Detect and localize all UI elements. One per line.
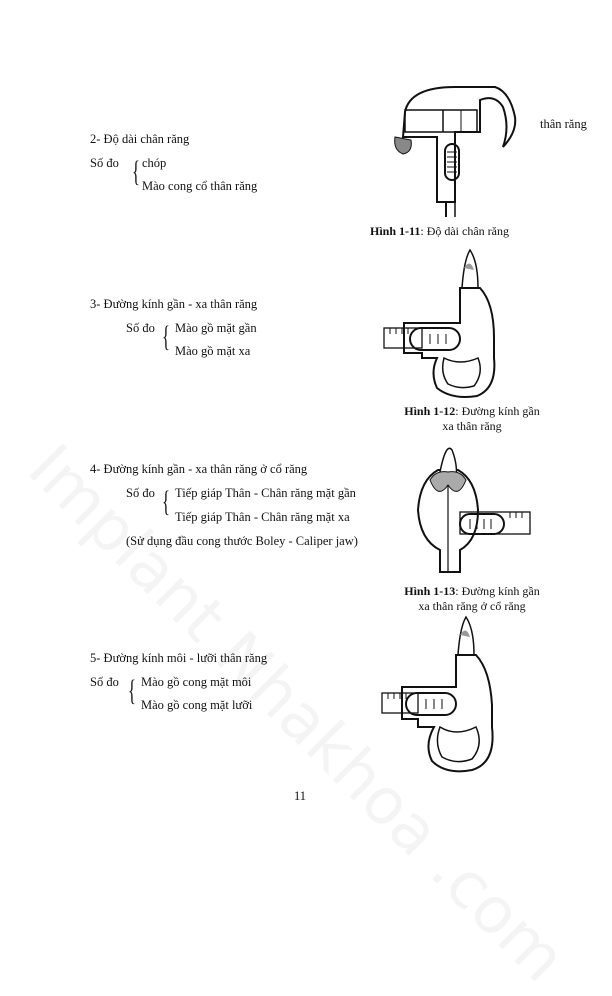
- figure-caliper-cervical: [400, 440, 535, 580]
- figure-caption-line2: xa thân răng: [442, 419, 502, 433]
- measure-label: Số đo: [90, 675, 119, 689]
- measure-item: Mào gồ cong mặt lưỡi: [141, 698, 253, 712]
- figure-caption-text: : Đường kính gần: [455, 404, 540, 418]
- measure-item: Mào gồ mặt gần: [175, 321, 257, 335]
- section-heading-5: 5- Đường kính môi - lưỡi thân răng: [90, 651, 268, 665]
- brace-icon: {: [162, 320, 170, 353]
- figure-caption-1-11: [370, 224, 570, 239]
- brace-icon: {: [162, 485, 170, 518]
- figure-caliper-mesiodistal: [382, 248, 512, 400]
- section-heading-3: 3- Đường kính gần - xa thân răng: [90, 297, 258, 311]
- figure-label: Hình 1-12: [404, 404, 456, 418]
- note-text: (Sử dụng đầu cong thước Boley - Caliper jaw): [126, 534, 358, 548]
- section-heading-4: 4- Đường kính gần - xa thân răng ở cổ răng: [90, 462, 308, 476]
- measure-item: Mào gồ cong mặt môi: [141, 675, 252, 689]
- figure-caliper-root-length: [385, 82, 525, 217]
- figure-side-label: thân răng: [540, 117, 587, 131]
- figure-label: Hình 1-11: [370, 224, 421, 238]
- measure-item: Tiếp giáp Thân - Chân răng mặt gần: [175, 486, 356, 500]
- figure-caption-text: : Đường kính gần: [455, 584, 540, 598]
- figure-caption-1-13: [372, 584, 572, 599]
- page-number: 11: [294, 789, 307, 803]
- brace-icon: {: [132, 155, 140, 188]
- measure-item: chóp: [142, 156, 167, 170]
- measure-item: Mào gồ mặt xa: [175, 344, 251, 358]
- measure-label: Số đo: [126, 321, 155, 335]
- measure-label: Số đo: [90, 156, 119, 170]
- measure-item: Mào cong cổ thân răng: [142, 179, 258, 193]
- figure-label: Hình 1-13: [404, 584, 456, 598]
- figure-caption-text: : Độ dài chân răng: [420, 224, 509, 238]
- section-heading-2: 2- Độ dài chân răng: [90, 132, 190, 146]
- figure-caption-line2: xa thân răng ở cổ răng: [418, 599, 526, 613]
- figure-caliper-labiolingual: [380, 615, 512, 775]
- figure-caption-1-12: [372, 404, 572, 419]
- measure-item: Tiếp giáp Thân - Chân răng mặt xa: [175, 510, 350, 524]
- brace-icon: {: [128, 674, 136, 707]
- measure-label: Số đo: [126, 486, 155, 500]
